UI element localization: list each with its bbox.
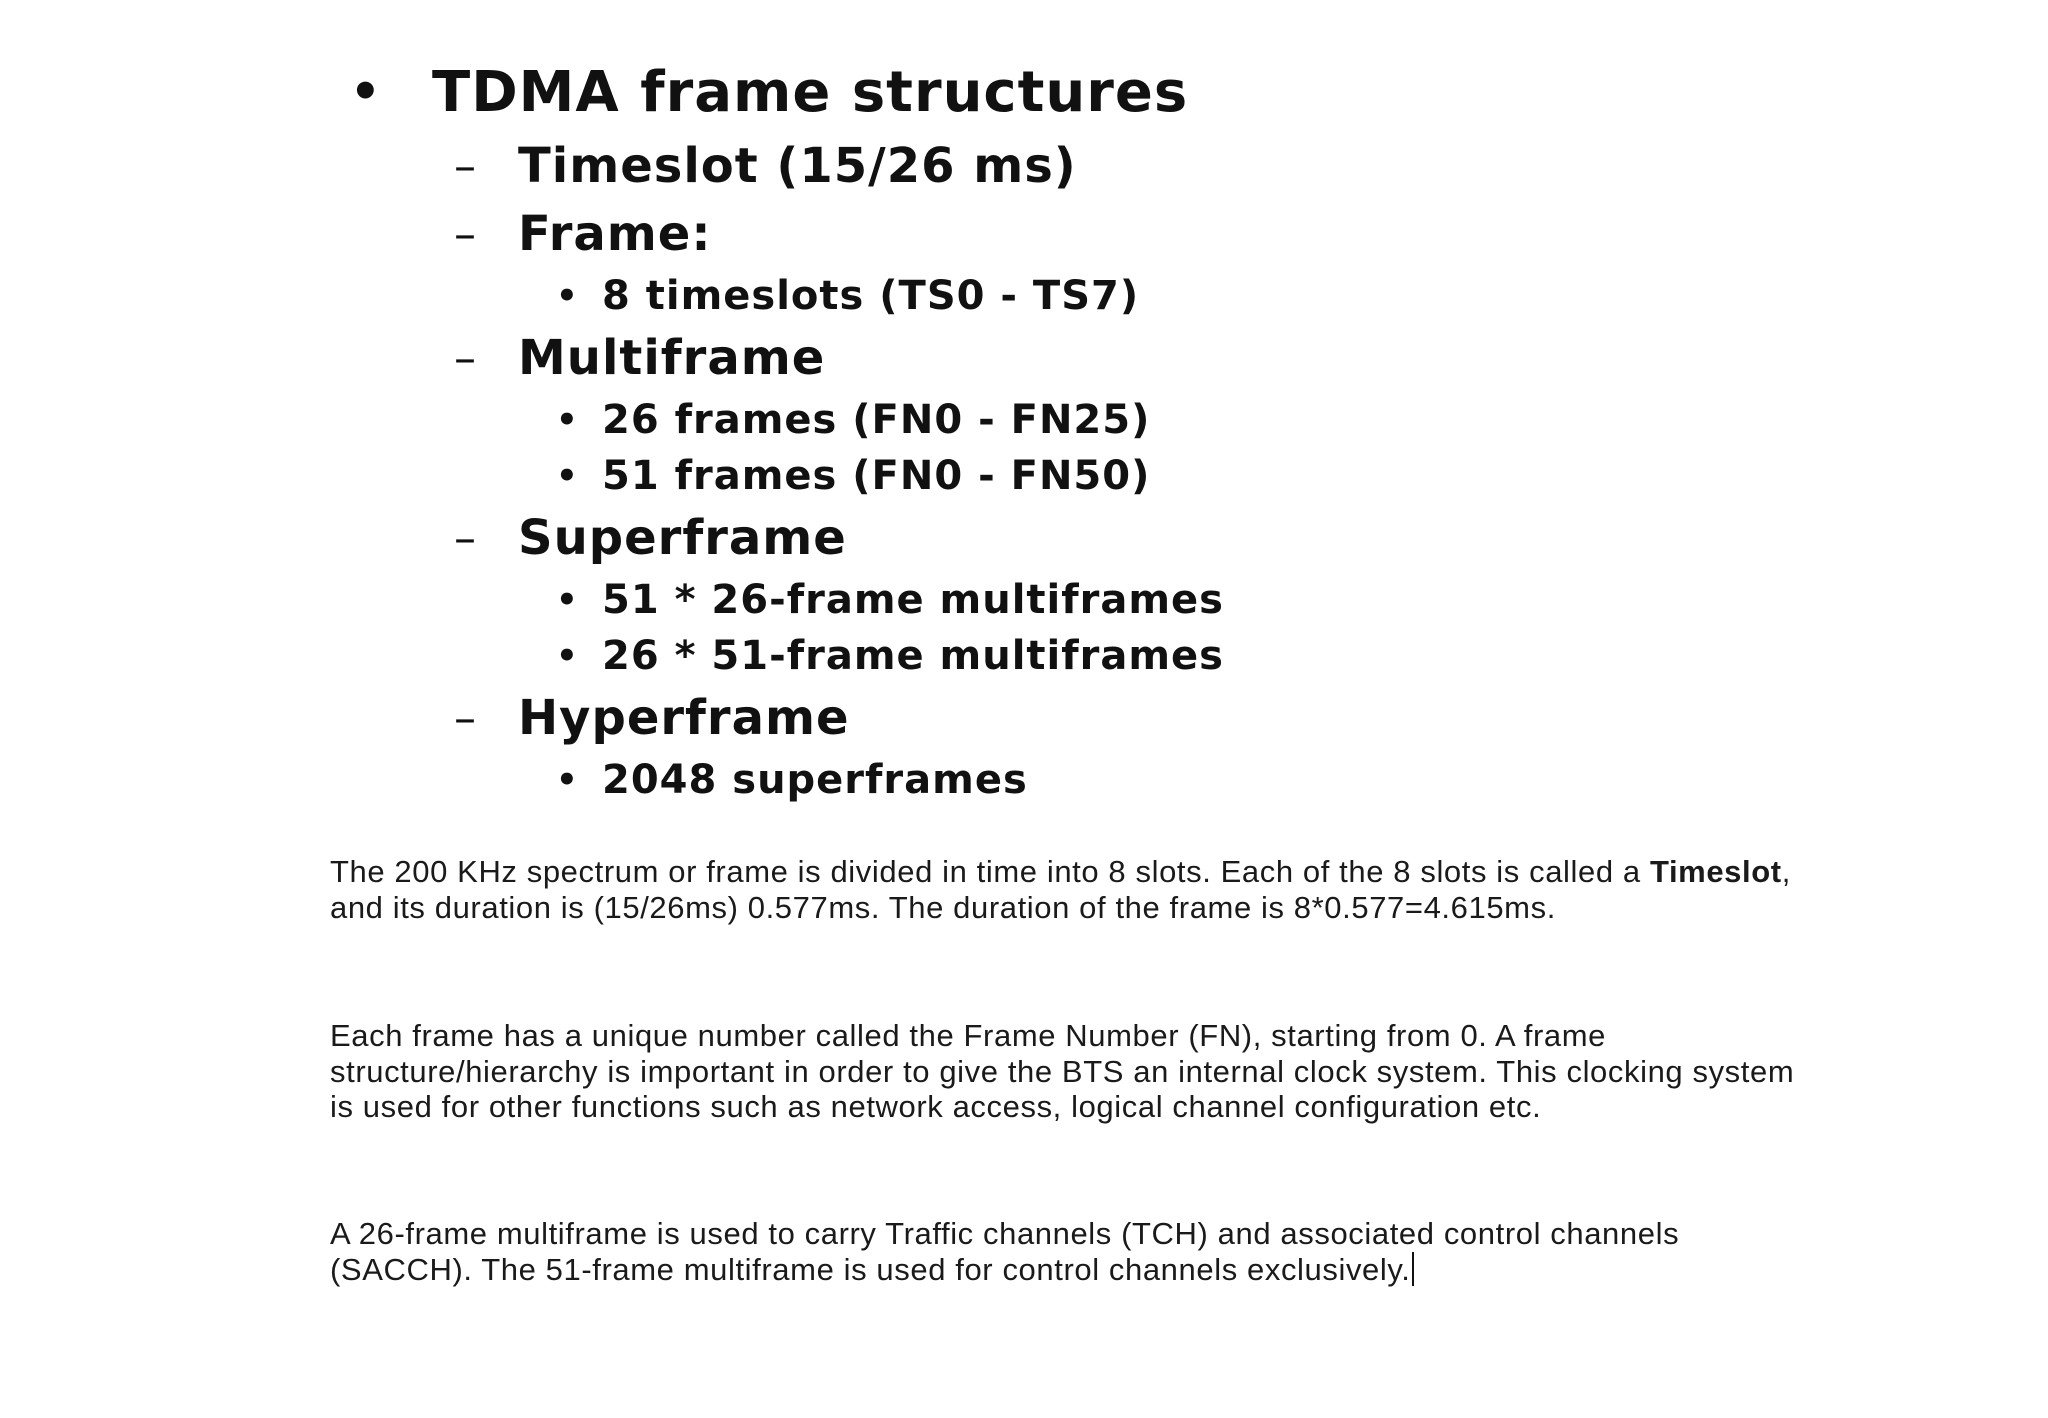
- paragraph-frame-number[interactable]: [330, 1018, 1810, 1125]
- bullet-marker: •: [556, 276, 579, 316]
- paragraph-text: A 26-frame multiframe is used to carry Traffic channels (TCH) and associated control channels (SACCH). The 51-frame multiframe is used for control channels exclusively.: [330, 1216, 1680, 1287]
- outline-item-timeslot: [454, 132, 1750, 200]
- bullet-outline: [350, 52, 1750, 808]
- dash-marker: –: [454, 332, 477, 384]
- outline-item-frame: [454, 200, 1750, 268]
- outline-item-label: Timeslot (15/26 ms): [518, 138, 1077, 194]
- outline-item-multiframe: [454, 324, 1750, 392]
- outline-title-text: TDMA frame structures: [432, 59, 1189, 125]
- bullet-marker: •: [556, 400, 579, 440]
- outline-item-label: Multiframe: [518, 330, 826, 386]
- outline-subitem-label: 26 frames (FN0 - FN25): [602, 397, 1151, 443]
- outline-item-hyperframe: [454, 684, 1750, 752]
- outline-subitem: [556, 628, 1750, 684]
- paragraph-timeslot[interactable]: [330, 854, 1810, 925]
- text-cursor: [1412, 1252, 1414, 1286]
- paragraph-text: Each frame has a unique number called the Frame Number (FN), starting from 0. A frame structure/hierarchy is important in order to give the BTS an internal clock system. This clocking system is used for other functions such as network access, logical channel configuration etc.: [330, 1018, 1795, 1124]
- outline-subitem-label: 2048 superframes: [602, 757, 1028, 803]
- outline-subitem: [556, 392, 1750, 448]
- bullet-marker: •: [556, 456, 579, 496]
- outline-subitem-label: 8 timeslots (TS0 - TS7): [602, 273, 1140, 319]
- paragraph-bold-term: Timeslot: [1649, 854, 1782, 889]
- outline-subitem: [556, 752, 1750, 808]
- outline-subitem-label: 26 * 51-frame multiframes: [602, 633, 1224, 679]
- bullet-marker: •: [556, 636, 579, 676]
- bullet-marker: •: [556, 580, 579, 620]
- bullet-marker: •: [350, 64, 382, 120]
- outline-subitem: [556, 268, 1750, 324]
- dash-marker: –: [454, 140, 477, 192]
- dash-marker: –: [454, 512, 477, 564]
- outline-item-superframe: [454, 504, 1750, 572]
- bullet-marker: •: [556, 760, 579, 800]
- outline-subitem: [556, 448, 1750, 504]
- paragraph-text: , and its duration is (15/26ms) 0.577ms. The duration of the frame is 8*0.577=4.615ms.: [330, 854, 1791, 925]
- outline-item-label: Superframe: [518, 510, 847, 566]
- paragraph-text: The 200 KHz spectrum or frame is divided in time into 8 slots. Each of the 8 slots is called a: [330, 854, 1650, 889]
- dash-marker: –: [454, 208, 477, 260]
- outline-item-label: Frame:: [518, 206, 712, 262]
- outline-item-label: Hyperframe: [518, 690, 850, 746]
- outline-title: [350, 52, 1750, 132]
- outline-subitem: [556, 572, 1750, 628]
- dash-marker: –: [454, 692, 477, 744]
- paragraph-multiframe[interactable]: [330, 1216, 1810, 1287]
- outline-subitem-label: 51 * 26-frame multiframes: [602, 577, 1224, 623]
- outline-subitem-label: 51 frames (FN0 - FN50): [602, 453, 1151, 499]
